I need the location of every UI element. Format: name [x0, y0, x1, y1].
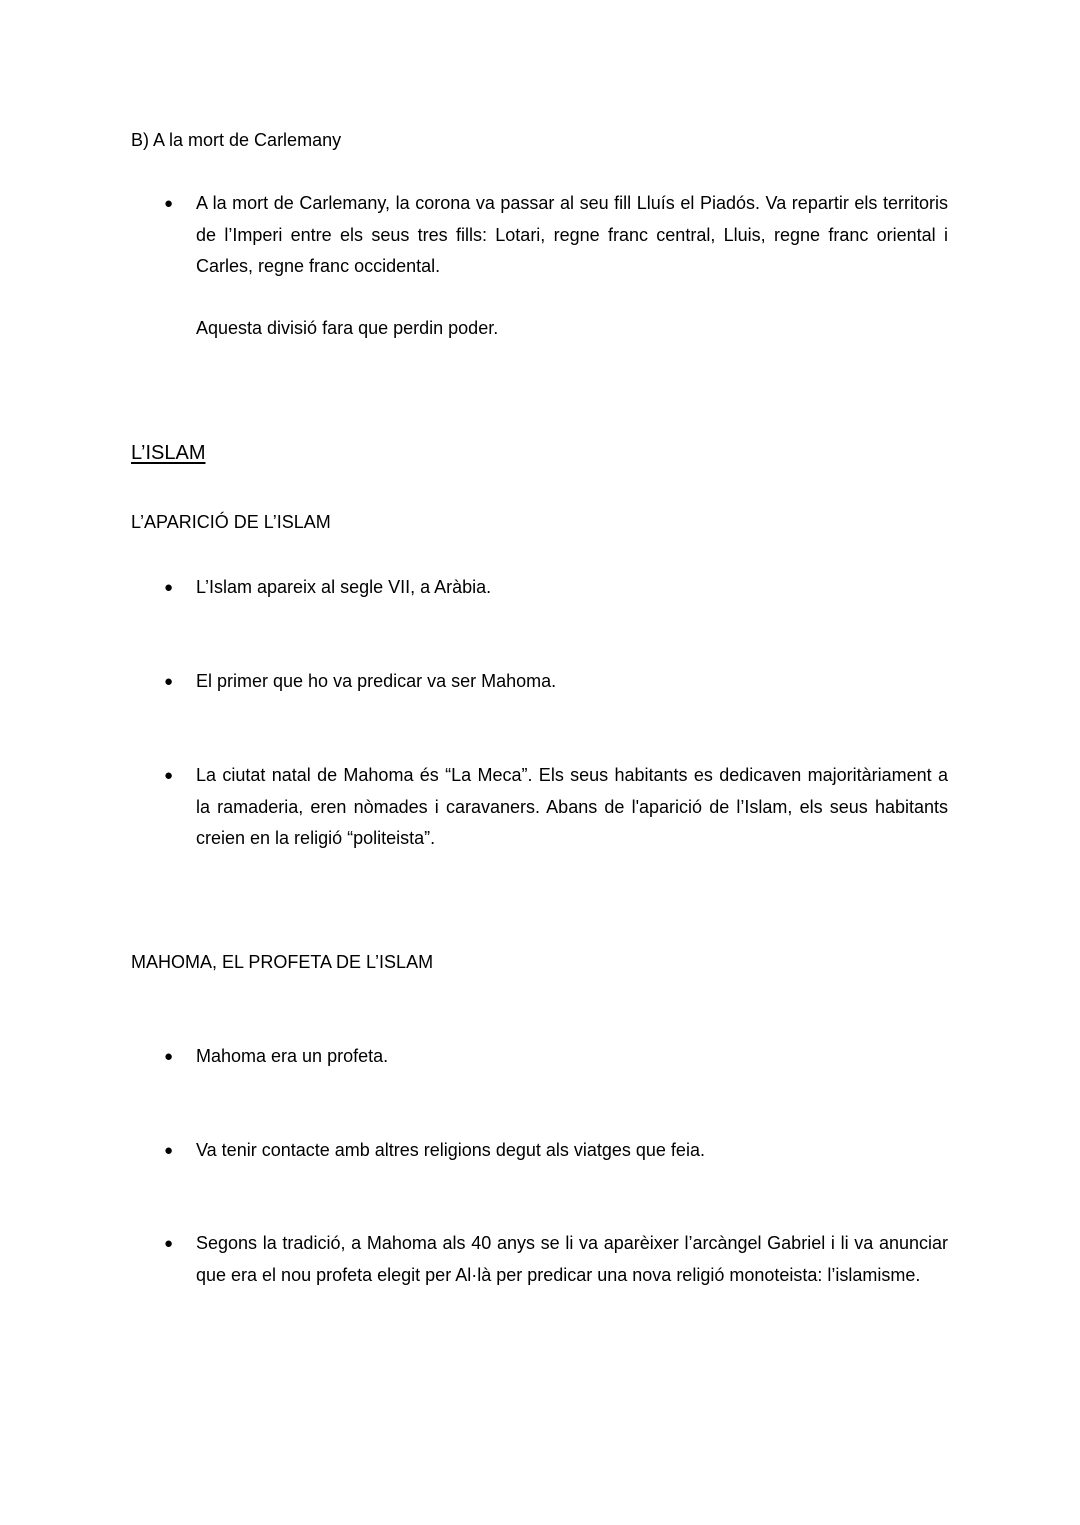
- chapter-title-islam: L’ISLAM: [131, 442, 206, 464]
- bullet-icon: ●: [164, 1048, 174, 1065]
- bullet-icon: ●: [164, 1142, 174, 1159]
- paragraph-carlemany-succession: A la mort de Carlemany, la corona va passar al seu fill Lluís el Piadós. Va repartir els territoris de l’Imperi entre els seus tres fills: Lotari, regne franc central, Lluis, regne franc oriental i Carles, regne franc occidental.: [196, 193, 948, 276]
- list-item-aparicio-1: L’Islam apareix al segle VII, a Aràbia.: [196, 577, 492, 597]
- bullet-icon: ●: [164, 579, 174, 596]
- list-item-mahoma-3: Segons la tradició, a Mahoma als 40 anys se li va aparèixer l’arcàngel Gabriel i li va anunciar que era el nou profeta elegit per Al·là per predicar una nova religió monoteista: l’islamisme.: [196, 1233, 948, 1285]
- section-heading-carlemany: B) A la mort de Carlemany: [131, 130, 342, 150]
- bullet-icon: ●: [164, 673, 174, 690]
- section-heading-aparicio: L’APARICIÓ DE L’ISLAM: [131, 512, 331, 532]
- list-item-aparicio-2: El primer que ho va predicar va ser Mahoma.: [196, 671, 557, 691]
- bullet-icon: ●: [164, 767, 174, 784]
- section-heading-mahoma: MAHOMA, EL PROFETA DE L’ISLAM: [131, 952, 434, 972]
- bullet-icon: ●: [164, 1235, 174, 1252]
- paragraph-division-note: Aquesta divisió fara que perdin poder.: [196, 318, 499, 338]
- bullet-icon: ●: [164, 195, 174, 212]
- list-item-aparicio-3: La ciutat natal de Mahoma és “La Meca”. Els seus habitants es dedicaven majoritàriament a la ramaderia, eren nòmades i caravaners. Abans de l'aparició de l’Islam, els seus habitants creien en la religió “politeista”.: [196, 765, 948, 848]
- list-item-mahoma-2: Va tenir contacte amb altres religions degut als viatges que feia.: [196, 1140, 705, 1160]
- list-item-mahoma-1: Mahoma era un profeta.: [196, 1046, 389, 1066]
